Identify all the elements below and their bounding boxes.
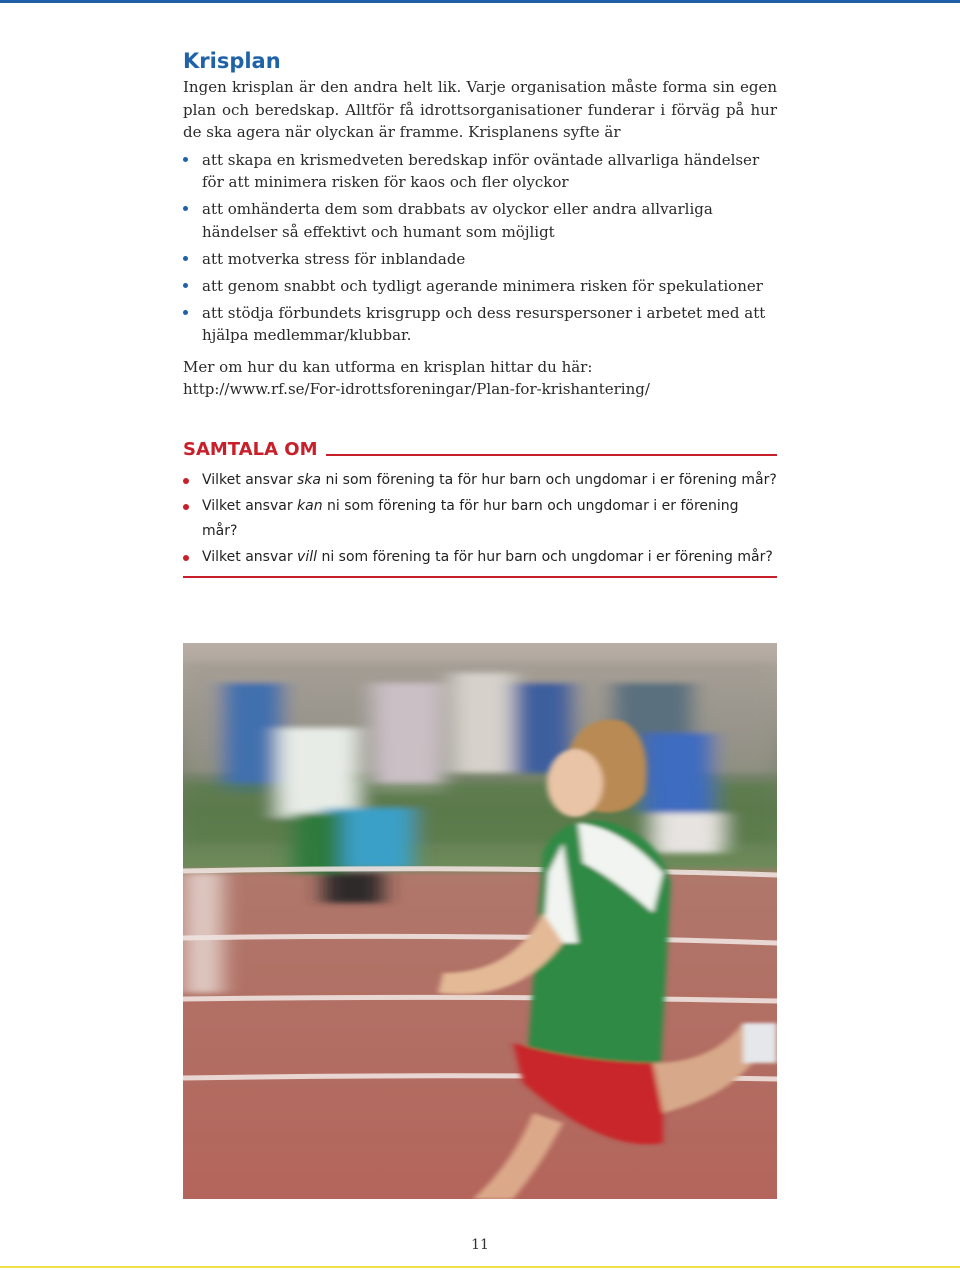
discussion-box [183,440,777,578]
page-number: 11 [471,1237,489,1253]
discussion-list [183,468,777,570]
discussion-header [183,440,777,460]
header-rule [326,454,778,456]
top-rule [0,0,960,3]
more-info-text: Mer om hur du kan utforma en krisplan hittar du här: [183,357,593,376]
more-info [183,356,777,401]
section-title: Krisplan [183,49,281,73]
krisplan-section [183,48,777,401]
intro-paragraph: Ingen krisplan är den andra helt lik. Varje organisation måste forma sin egen plan och beredskap. Alltför få idrottsorganisationer funderar i förväg på hur de ska agera när olyckan är framme. Krisplanens syfte är [183,78,777,141]
discussion-title: SAMTALA OM [183,439,318,460]
purpose-list [183,149,777,347]
bullet-icon [183,283,188,288]
more-info-link[interactable]: http://www.rf.se/For-idrottsforeningar/Plan-for-krishantering/ [183,380,650,398]
list-item: att genom snabbt och tydligt agerande minimera risken för spekulationer [183,275,777,298]
list-item: att omhänderta dem som drabbats av olyckor eller andra allvarliga händelser så effektivt och humant som möjligt [183,198,777,243]
bottom-rule [0,1266,960,1268]
bullet-icon [183,310,188,315]
question-item: Vilket ansvar ska ni som förening ta för hur barn och ungdomar i er förening mår? [183,468,777,494]
question-item: Vilket ansvar kan ni som förening ta för hur barn och ungdomar i er förening mår? [183,494,777,545]
bullet-icon [183,206,188,211]
list-item: att motverka stress för inblandade [183,248,777,271]
bullet-icon [183,504,189,510]
bullet-icon [183,157,188,162]
list-item: att skapa en krismedveten beredskap inför oväntade allvarliga händelser för att minimera risken för kaos och fler olyckor [183,149,777,194]
bullet-icon [183,256,188,261]
list-item: att stödja förbundets krisgrupp och dess resurspersoner i arbetet med att hjälpa medlemmar/klubbar. [183,302,777,347]
footer-rule [183,576,777,578]
bullet-icon [183,555,189,561]
running-children-photo [183,643,777,1199]
bullet-icon [183,478,189,484]
question-item: Vilket ansvar vill ni som förening ta för hur barn och ungdomar i er förening mår? [183,545,777,571]
